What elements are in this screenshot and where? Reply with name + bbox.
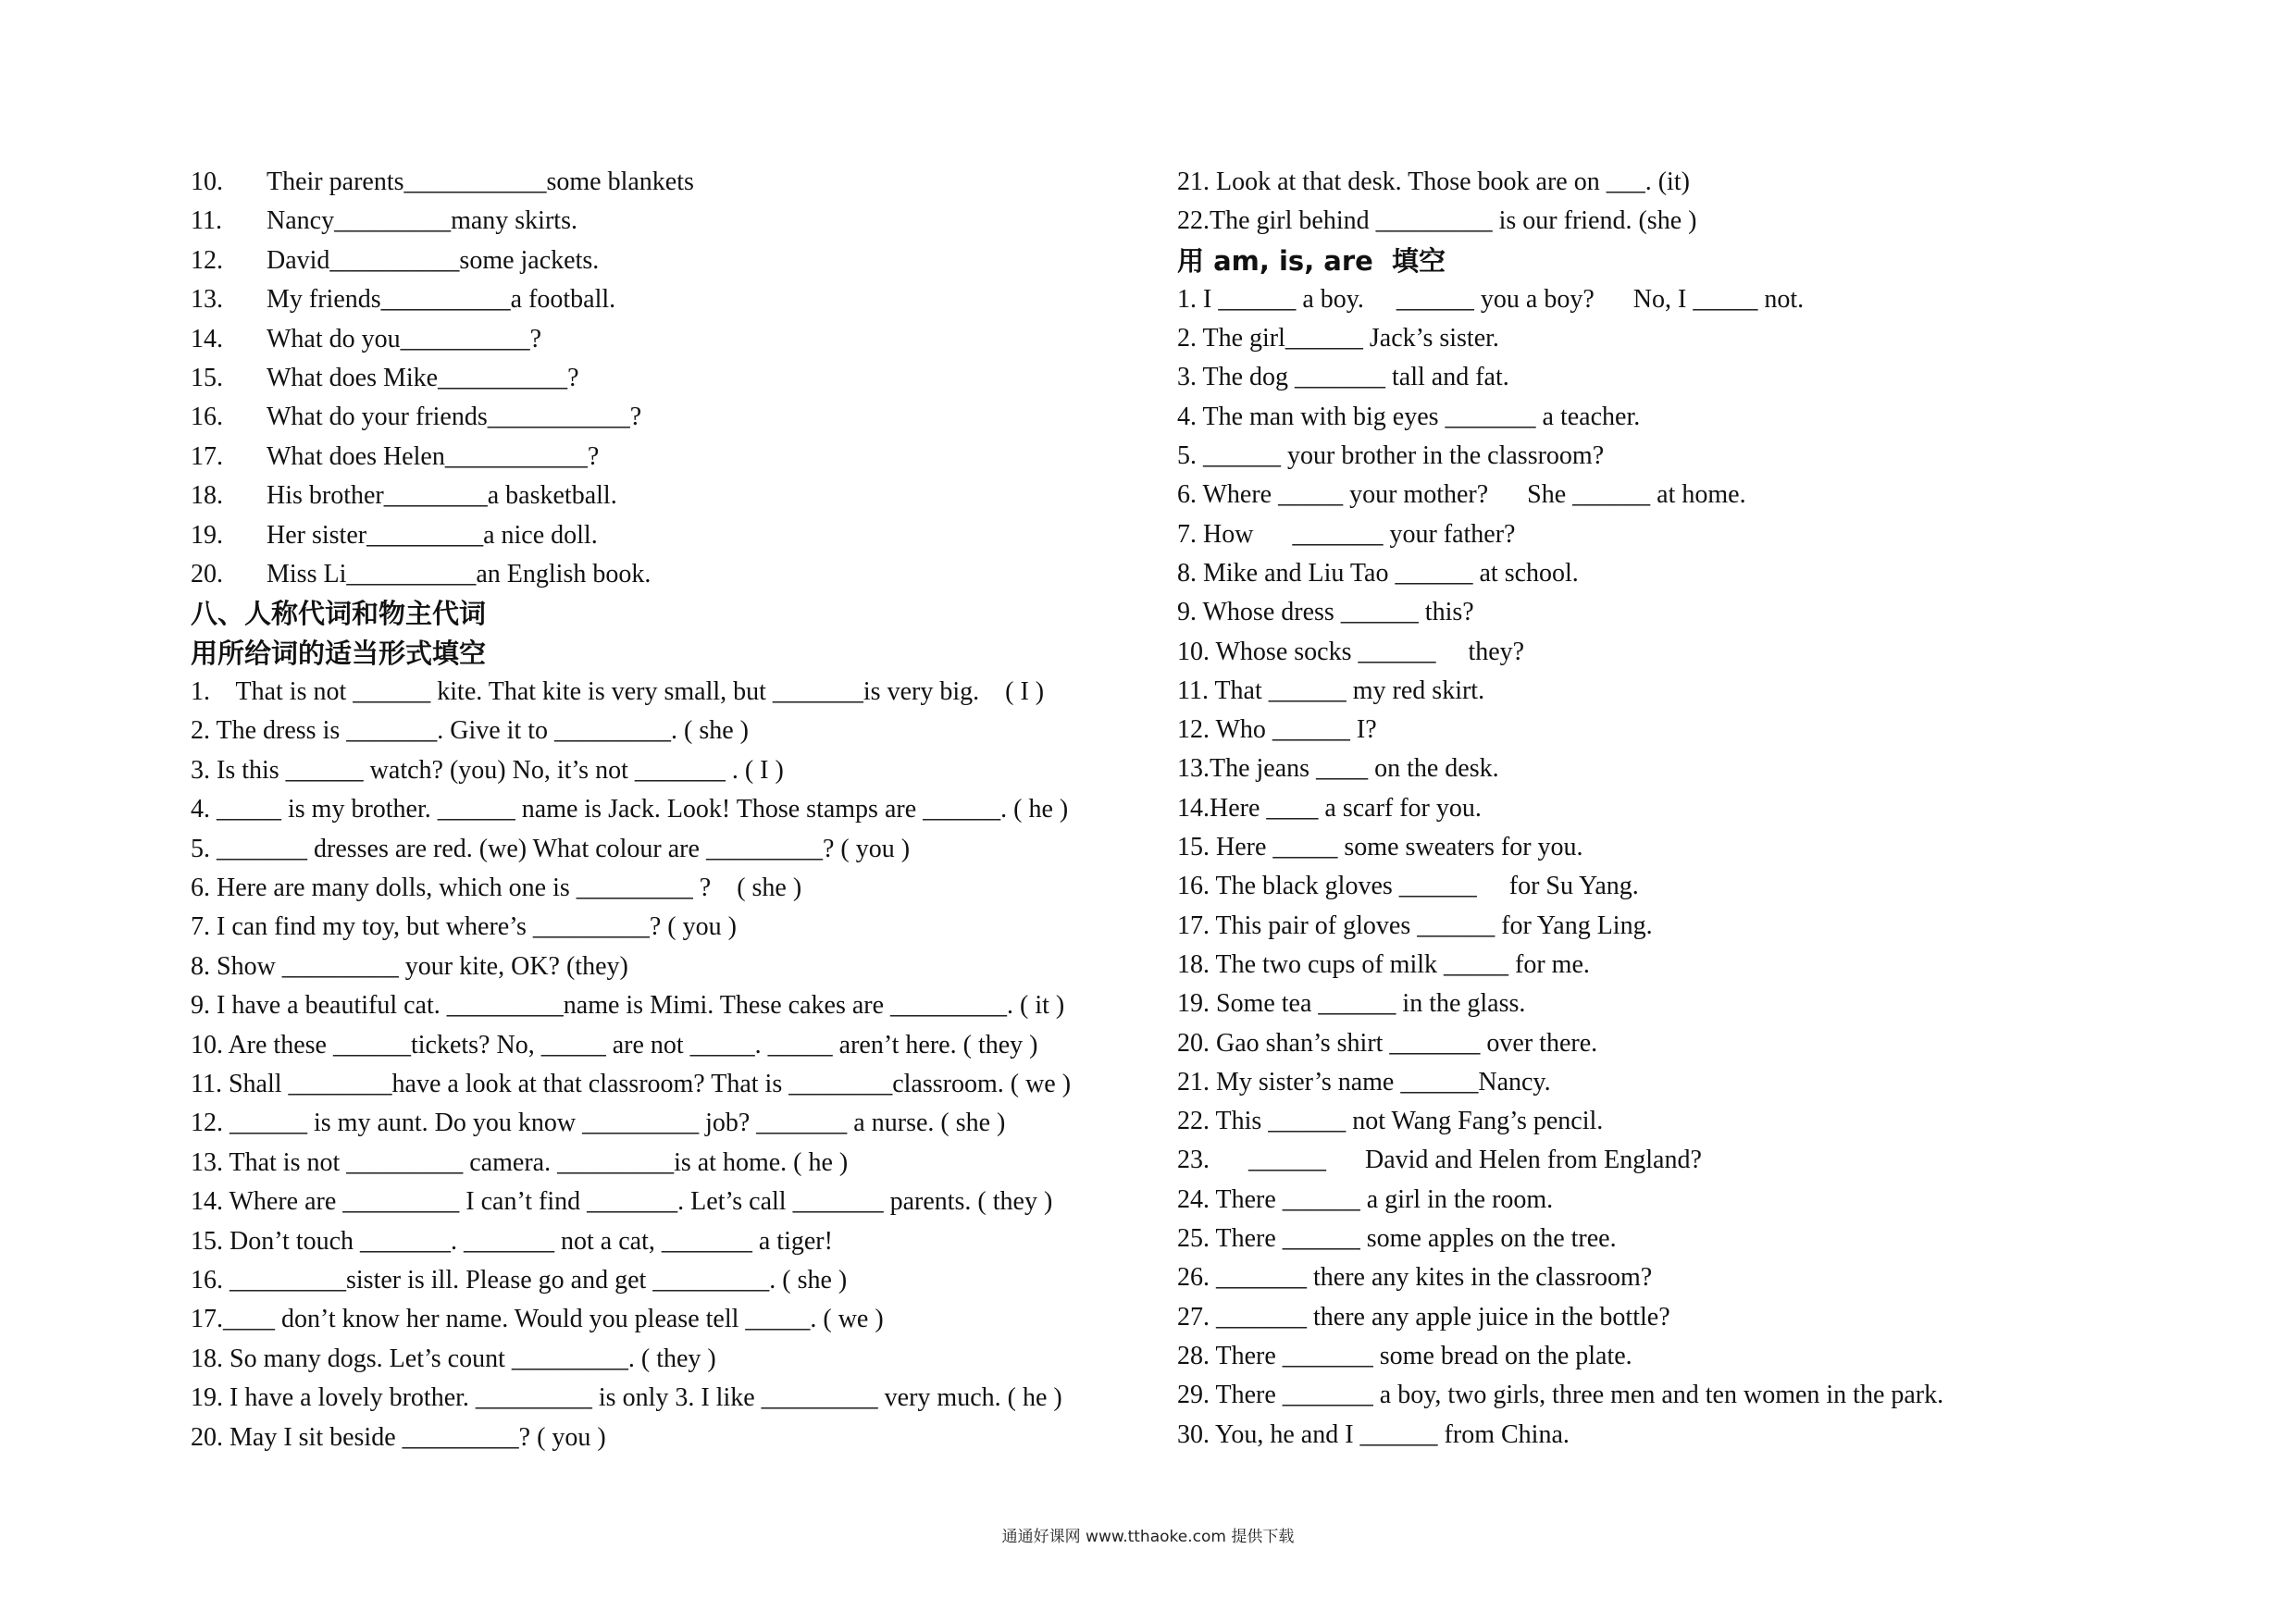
exercise-item [191,555,1153,594]
item-number: 10. [191,167,223,196]
exercise-item: 7. How _______ your father? [1177,519,1516,549]
exercise-item: 6. Here are many dolls, which one is _________ ? ( she ) [191,873,802,903]
pronoun-exercise-list [191,673,1153,1457]
exercise-item [191,398,1153,437]
left-column [191,163,1153,1457]
item-number: 19. [191,520,223,550]
exercise-item: 29. There _______ a boy, two girls, three men and ten women in the park. [1177,1381,1944,1410]
exercise-item: 21. My sister’s name ______Nancy. [1177,1067,1551,1096]
exercise-item [191,320,1153,359]
exercise-item: 13. That is not _________ camera. _________is at home. ( he ) [191,1147,849,1177]
item-number: 16. [191,403,223,432]
exercise-item: 27. _______ there any apple juice in the bottle? [1177,1302,1670,1332]
exercise-item: 4. _____ is my brother. ______ name is Jack. Look! Those stamps are ______. ( he ) [191,795,1069,824]
right-column [1177,163,2158,1455]
exercise-item: 8. Mike and Liu Tao ______ at school. [1177,558,1579,588]
item-number: 17. [191,441,223,471]
exercise-item [191,163,1153,202]
item-text: Miss Li__________an English book. [267,559,652,588]
exercise-item: 19. I have a lovely brother. _________ is only 3. I like _________ very much. ( he ) [191,1383,1062,1413]
exercise-item: 17.____ don’t know her name. Would you please tell _____. ( we ) [191,1305,884,1334]
exercise-item: 5. _______ dresses are red. (we) What colour are _________? ( you ) [191,834,911,863]
exercise-item: 15. Here _____ some sweaters for you. [1177,833,1583,862]
exercise-item: 11. Shall ________have a look at that classroom? That is ________classroom. ( we ) [191,1069,1072,1098]
section-instruction: 用所给词的适当形式填空 [191,637,487,669]
item-text: Nancy_________many skirts. [267,206,577,236]
section-title-be-verbs: 用 am, is, are 填空 [1177,244,1446,277]
exercise-item: 10. Are these ______tickets? No, _____ are not _____. _____ aren’t here. ( they ) [191,1030,1038,1059]
section-title-pronouns: 八、人称代词和物主代词 [191,598,487,630]
exercise-item: 25. There ______ some apples on the tree. [1177,1224,1617,1254]
exercise-item: 5. ______ your brother in the classroom? [1177,441,1605,471]
exercise-item [191,202,1153,241]
exercise-item: 1. That is not ______ kite. That kite is very small, but _______is very big. ( I ) [191,677,1045,707]
item-text: What does Mike__________? [267,363,579,392]
exercise-item: 26. _______ there any kites in the classroom? [1177,1263,1653,1293]
exercise-item: 20. May I sit beside _________? ( you ) [191,1422,606,1452]
exercise-item: 7. I can find my toy, but where’s _________? ( you ) [191,912,737,942]
exercise-item: 14.Here ____ a scarf for you. [1177,793,1482,823]
exercise-item: 8. Show _________ your kite, OK? (they) [191,951,628,981]
item-number: 14. [191,324,223,353]
item-number: 20. [191,559,223,588]
item-text: Their parents___________some blankets [267,167,694,196]
exercise-item: 22.The girl behind _________ is our friend. (she ) [1177,206,1697,236]
exercise-item [191,242,1153,280]
item-number: 12. [191,245,223,275]
exercise-item: 18. So many dogs. Let’s count _________. ( they ) [191,1344,716,1373]
exercise-item: 21. Look at that desk. Those book are on ___. (it) [1177,167,1690,196]
exercise-item: 17. This pair of gloves ______ for Yang Ling. [1177,911,1653,940]
exercise-item: 19. Some tea ______ in the glass. [1177,989,1526,1019]
item-number: 15. [191,363,223,392]
exercise-item: 1. I ______ a boy. ______ you a boy? No, I _____ not. [1177,284,1805,314]
item-text: My friends__________a football. [267,285,616,315]
exercise-item: 9. Whose dress ______ this? [1177,598,1474,627]
exercise-item: 20. Gao shan’s shirt _______ over there. [1177,1028,1598,1058]
exercise-item: 2. The dress is _______. Give it to _________. ( she ) [191,716,749,746]
exercise-item: 16. The black gloves ______ for Su Yang. [1177,872,1639,901]
exercise-item: 2. The girl______ Jack’s sister. [1177,324,1499,353]
exercise-item [191,359,1153,398]
exercise-item [191,516,1153,555]
item-number: 18. [191,481,223,511]
item-text: David__________some jackets. [267,245,600,275]
exercise-item: 18. The two cups of milk _____ for me. [1177,949,1590,979]
verb-exercise-list [191,163,1153,594]
exercise-item [191,280,1153,319]
exercise-item: 28. There _______ some bread on the plate. [1177,1341,1632,1370]
exercise-item: 10. Whose socks ______ they? [1177,637,1525,666]
exercise-item: 4. The man with big eyes _______ a teacher. [1177,402,1641,431]
item-text: What do your friends___________? [267,403,642,432]
exercise-item: 9. I have a beautiful cat. _________name is Mimi. These cakes are _________. ( it ) [191,991,1065,1021]
exercise-item: 14. Where are _________ I can’t find _______. Let’s call _______ parents. ( they ) [191,1187,1053,1217]
item-text: What do you__________? [267,324,542,353]
exercise-item: 6. Where _____ your mother? She ______ at home. [1177,480,1746,510]
exercise-item: 30. You, he and I ______ from China. [1177,1419,1570,1449]
exercise-item: 12. Who ______ I? [1177,715,1377,745]
page-footer: 通通好课网 www.tthaoke.com 提供下载 [1001,1528,1295,1546]
exercise-item: 16. _________sister is ill. Please go and get _________. ( she ) [191,1265,848,1295]
exercise-item: 24. There ______ a girl in the room. [1177,1184,1554,1214]
item-text: His brother________a basketball. [267,481,617,511]
exercise-item: 3. The dog _______ tall and fat. [1177,363,1509,392]
exercise-item: 3. Is this ______ watch? (you) No, it’s not _______ . ( I ) [191,755,784,785]
item-number: 11. [191,206,222,236]
exercise-item: 11. That ______ my red skirt. [1177,675,1485,705]
exercise-item [191,477,1153,515]
pronoun-exercise-continued [1177,163,2158,242]
item-text: What does Helen___________? [267,441,600,471]
exercise-item [191,438,1153,477]
exercise-item: 15. Don’t touch _______. _______ not a cat, _______ a tiger! [191,1226,833,1256]
exercise-item: 12. ______ is my aunt. Do you know _________ job? _______ a nurse. ( she ) [191,1109,1006,1138]
exercise-item: 13.The jeans ____ on the desk. [1177,754,1499,784]
be-verb-exercise-list [1177,280,2158,1455]
item-text: Her sister_________a nice doll. [267,520,598,550]
exercise-item: 23. ______ David and Helen from England? [1177,1146,1702,1175]
item-number: 13. [191,285,223,315]
exercise-item: 22. This ______ not Wang Fang’s pencil. [1177,1107,1604,1136]
